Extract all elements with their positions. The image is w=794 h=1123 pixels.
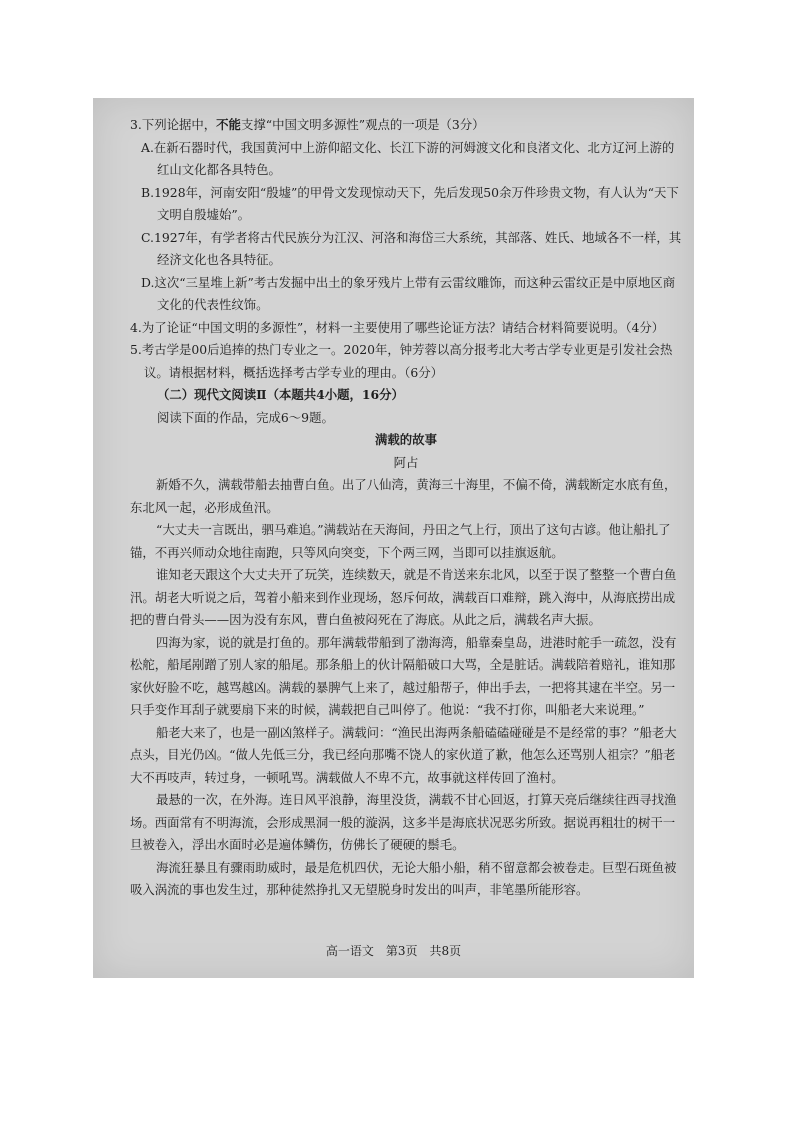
question-3-option-b: B.1928年，河南安阳“殷墟”的甲骨文发现惊动天下，先后发现50余万件珍贵文物，有人认为“天下文明自殷墟始”。: [141, 184, 679, 222]
story-paragraph-5: 船老大来了，也是一副凶煞样子。满载问：“渔民出海两条船磕磕碰碰是不是经常的事？”船老大点头，目光仍凶。“做人先低三分，我已经向那嘴不饶人的家伙道了歉，他怎么还骂别人祖宗？”船老大不再吱声，转过身，一顿吼骂。满载做人不卑不亢，故事就这样传回了渔村。: [130, 724, 677, 785]
story-paragraph-1: 新婚不久，满载带船去抽曹白鱼。出了八仙湾，黄海三十海里，不偏不倚，满载断定水底有鱼，东北风一起，必形成鱼汛。: [130, 477, 677, 515]
page-footer: 高一语文 第3页 共8页: [325, 944, 462, 958]
section-instruction: 阅读下面的作品，完成6～9题。: [157, 409, 334, 425]
section-header: （二）现代文阅读Ⅱ（本题共4小题，16分）: [157, 387, 404, 402]
story-paragraph-3: 谁知老天跟这个大丈夫开了玩笑，连续数天，就是不肯送来东北风，以至于误了整整一个曹白鱼汛。胡老大听说之后，驾着小船来到作业现场，怒斥何故，满载百口难辩，跳入海中，从海底捞出成把的曹白骨头——因为没有东风，曹白鱼被闷死在了海底。从此之后，满载名声大振。: [130, 567, 677, 627]
story-paragraph-6: 最悬的一次，在外海。连日风平浪静，海里没货，满载不甘心回返，打算天亮后继续往西寻找渔场。西面常有不明海流，会形成黑洞一般的漩涡，这多半是海底状况恶劣所致。据说再粗壮的树干一旦被卷入，浮出水面时必是遍体鳞伤，仿佛长了硬硬的鬃毛。: [130, 792, 677, 852]
story-author: 阿占: [393, 454, 419, 470]
emphasis-text: 不能: [216, 117, 241, 132]
question-3: 3.下列论据中，不能支撑“中国文明多源性”观点的一项是（3分）: [130, 117, 485, 132]
story-title: 满载的故事: [375, 432, 437, 447]
page-text: [130, 114, 682, 902]
story-paragraph-4: 四海为家，说的就是打鱼的。那年满载带船到了渤海湾，船靠秦皇岛，进港时舵手一疏忽，没有松舵，船尾剐蹭了别人家的船尾。那条船上的伙计隔船破口大骂，全是脏话。满载陪着赔礼，谁知那家伙好脸不吃，越骂越凶。满载的暴脾气上来了，越过船帮子，伸出手去，一把将其逮在半空。另一只手变作耳刮子就要扇下来的时候，满载把自己叫停了。他说：“我不打你，叫船老大来说理。”: [130, 634, 677, 717]
question-5: 5.考古学是00后追捧的热门专业之一。2020年，钟芳蓉以高分报考北大考古学专业更是引发社会热议。请根据材料，概括选择考古学专业的理由。（6分）: [130, 342, 673, 380]
question-3-option-a: A.在新石器时代，我国黄河中上游仰韶文化、长江下游的河姆渡文化和良渚文化、北方辽河上游的红山文化都各具特色。: [141, 139, 675, 177]
question-4: 4.为了论证“中国文明的多源性”，材料一主要使用了哪些论证方法？请结合材料简要说明。（4分）: [130, 319, 665, 335]
question-3-option-c: C.1927年，有学者将古代民族分为江汉、河洛和海岱三大系统，其部落、姓氏、地域各不一样，其经济文化也各具特征。: [141, 229, 682, 267]
scanned-page: [93, 98, 694, 978]
story-paragraph-2: “大丈夫一言既出，驷马难追。”满载站在天海间，丹田之气上行，顶出了这句古谚。他让船扎了锚，不再兴师动众地往南跑，只等风向突变，下个两三网，当即可以挂旗返航。: [130, 522, 671, 560]
question-3-option-d: D.这次“三星堆上新”考古发掘中出土的象牙残片上带有云雷纹雕饰，而这种云雷纹正是中原地区商文化的代表性纹饰。: [141, 274, 676, 312]
story-paragraph-7: 海流狂暴且有骤雨助威时，最是危机四伏，无论大船小船，稍不留意都会被卷走。巨型石斑鱼被吸入涡流的事也发生过，那种徒然挣扎又无望脱身时发出的叫声，非笔墨所能形容。: [130, 859, 677, 897]
